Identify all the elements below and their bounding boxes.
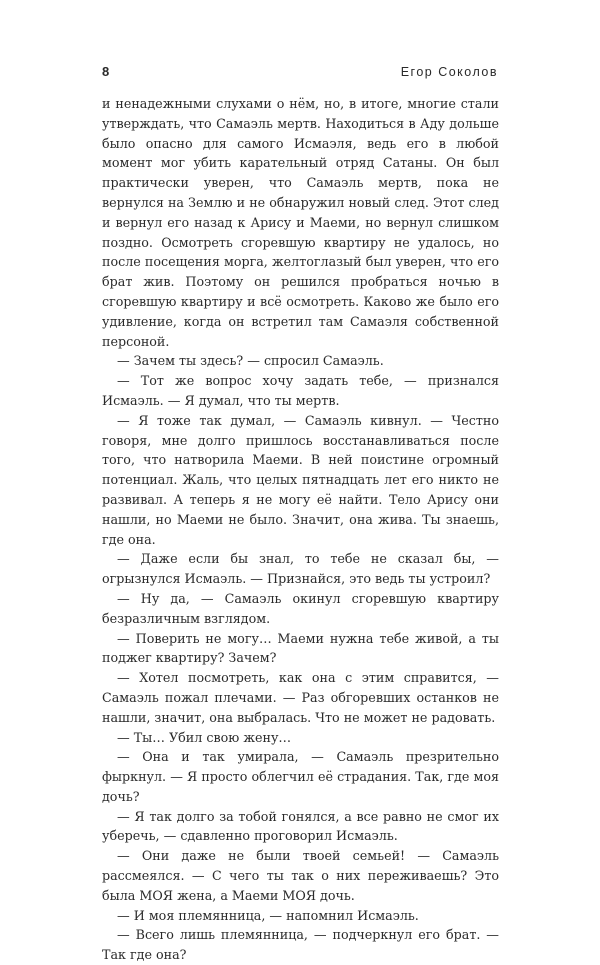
- paragraph: — Ну да, — Самаэль окинул сгоревшую квартиру безразличным взглядом.: [102, 590, 499, 626]
- paragraph: — Они даже не были твоей семьей! — Самаэль рассмеялся. — С чего ты так о них переживаешь? Это была МОЯ жена, а Маеми МОЯ дочь.: [102, 848, 499, 903]
- paragraph: — Даже если бы знал, то тебе не сказал бы, — огрызнулся Исмаэль. — Признайся, это ведь ты устроил?: [102, 551, 499, 587]
- paragraph: — Всего лишь племянница, — подчеркнул его брат. — Так где она?: [102, 927, 499, 963]
- paragraph: — Я тоже так думал, — Самаэль кивнул. — Честно говоря, мне долго пришлось восстанавливаться после того, что натворила Маеми. В ней поистине огромный потенциал. Жаль, что целых пятнадцать лет его никто не развивал. А теперь я не могу её найти. Тело Арису они нашли, но Маеми не было. Значит, она жива. Ты знаешь, где она.: [102, 412, 499, 547]
- paragraph: — Я так долго за тобой гонялся, а все равно не смог их уберечь, — сдавленно проговорил Исмаэль.: [102, 808, 499, 844]
- paragraph: — Поверить не могу… Маеми нужна тебе живой, а ты поджег квартиру? Зачем?: [102, 630, 499, 666]
- body-text: [102, 94, 499, 965]
- paragraph: — Ты… Убил свою жену…: [117, 729, 292, 745]
- page-header: [102, 64, 498, 82]
- paragraph: и ненадежными слухами о нём, но, в итоге, многие стали утверждать, что Самаэль мертв. Находиться в Аду дольше было опасно для самого Исмаэля, ведь его в любой момент мог убить карательный отряд Сатаны. Он был практически уверен, что Самаэль мертв, пока не вернулся на Землю и не обнаружил новый след. Этот след и вернул его назад к Арису и Маеми, но вернул слишком поздно. Осмотреть сгоревшую квартиру не удалось, но после посещения морга, желтоглазый был уверен, что его брат жив. Поэтому он решился пробраться ночью в сгоревшую квартиру и всё осмотреть. Каково же было его удивление, когда он встретил там Самаэля собственной персоной.: [102, 96, 499, 349]
- paragraph: — Зачем ты здесь? — спросил Самаэль.: [117, 353, 384, 369]
- running-head-author: Егор Соколов: [400, 65, 498, 79]
- paragraph: — Она и так умирала, — Самаэль презрительно фыркнул. — Я просто облегчил её страдания. Так, где моя дочь?: [102, 749, 499, 804]
- page-number: 8: [102, 64, 110, 79]
- paragraph: — И моя племянница, — напомнил Исмаэль.: [117, 907, 419, 923]
- paragraph: — Хотел посмотреть, как она с этим справится, — Самаэль пожал плечами. — Раз обгоревших останков не нашли, значит, она выбралась. Что не может не радовать.: [102, 670, 499, 725]
- paragraph: — Тот же вопрос хочу задать тебе, — признался Исмаэль. — Я думал, что ты мертв.: [102, 373, 499, 408]
